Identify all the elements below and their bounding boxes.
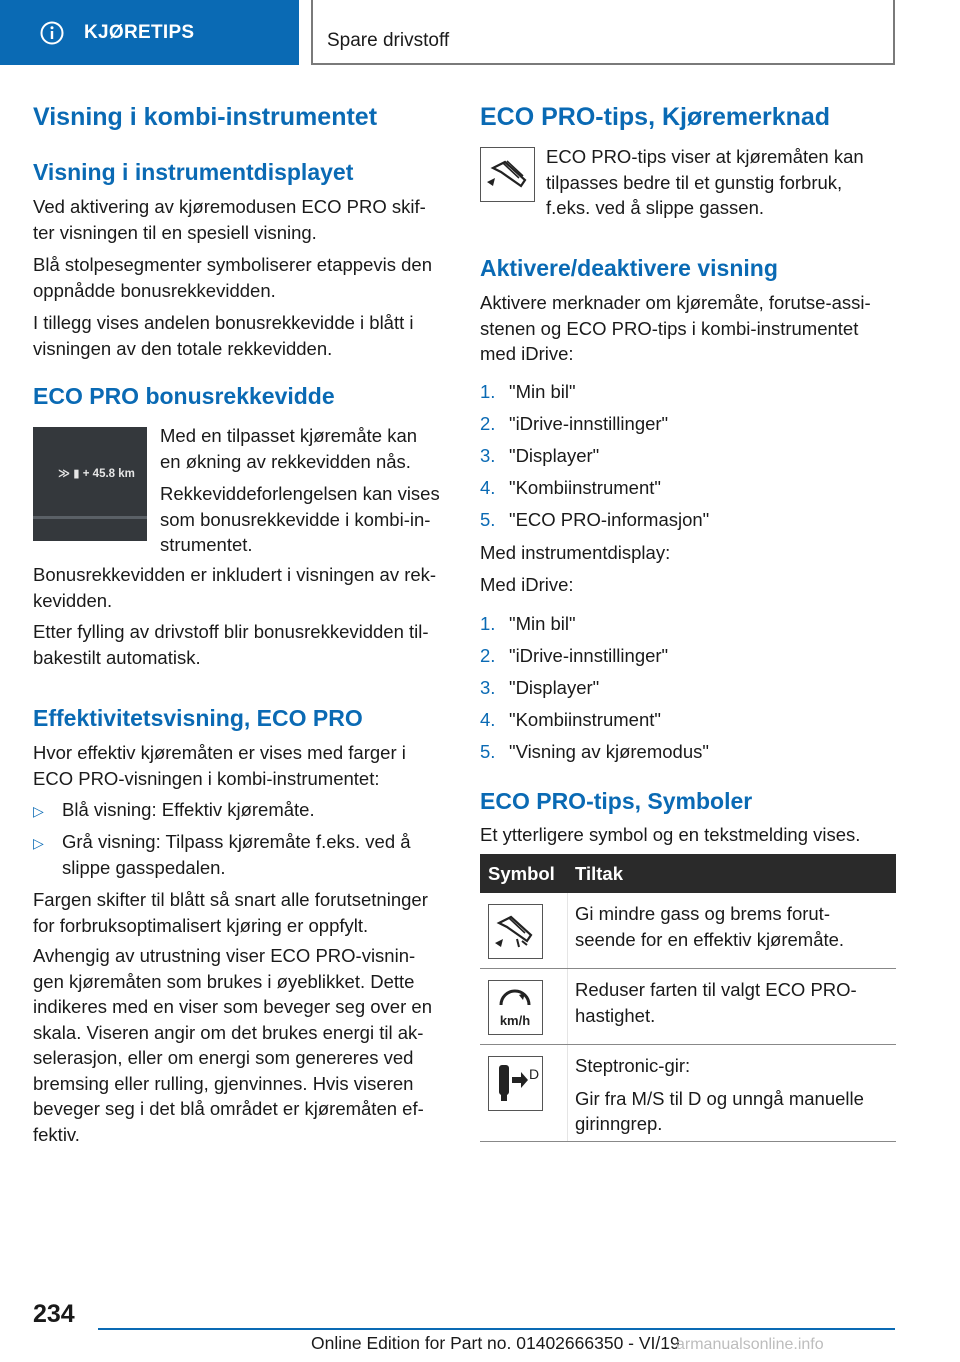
- list-item: 5. "ECO PRO-informasjon": [480, 509, 710, 530]
- list-item: 5. "Visning av kjøremodus": [480, 741, 709, 762]
- table-row: [480, 1045, 896, 1142]
- watermark: armanualsonline.info: [676, 1336, 824, 1353]
- footer-rule: [98, 1328, 895, 1330]
- list-item: 1. "Min bil": [480, 381, 576, 402]
- table-header: [480, 854, 896, 893]
- gear-shift-icon: [488, 1056, 543, 1111]
- heading-visning-kombi: Visning i kombi-instrumentet: [33, 103, 378, 131]
- paragraph: Rekkeviddeforlengelsen kan vises som bonusrekkevidde i kombi-in- strumentet.: [160, 483, 440, 555]
- section-tab[interactable]: [0, 0, 299, 65]
- paragraph: Etter fylling av drivstoff blir bonusrekkevidden til- bakestilt automatisk.: [33, 621, 429, 668]
- paragraph: Blå stolpesegmenter symboliserer etappevis den oppnådde bonusrekkevidden.: [33, 254, 432, 301]
- table-row: [480, 893, 896, 969]
- list-item: 2. "iDrive-innstillinger": [480, 413, 669, 434]
- list-item: 3. "Displayer": [480, 677, 600, 698]
- svg-text:D: D: [528, 1066, 540, 1082]
- numbered-list: [480, 379, 896, 539]
- svg-text:km/h: km/h: [499, 1013, 531, 1028]
- heading-effektivitetsvisning: Effektivitetsvisning, ECO PRO: [33, 705, 363, 731]
- paragraph: Ved aktivering av kjøremodusen ECO PRO skif- ter visningen til en spesiell visning.: [33, 196, 426, 243]
- paragraph: Med instrumentdisplay:: [480, 542, 671, 563]
- brake-foot-icon: [488, 904, 543, 959]
- table-row: [480, 969, 896, 1045]
- paragraph: ECO PRO-tips viser at kjøremåten kan tilpasses bedre til et gunstig forbruk, f.eks. ved å slippe gassen.: [546, 146, 864, 218]
- triangle-bullet-icon: ▷: [33, 803, 44, 819]
- eco-range-readout: ≫ ▮ + 45.8 km: [58, 468, 135, 480]
- heading-instrumentdisplay: Visning i instrumentdisplayet: [33, 159, 354, 185]
- list-item: 1. "Min bil": [480, 613, 576, 634]
- paragraph: Fargen skifter til blått så snart alle forutsetninger for forbruksoptimalisert kjøring er oppfylt.: [33, 889, 428, 936]
- eco-pro-display-image: [33, 427, 147, 541]
- eco-tips-foot-icon: [480, 147, 535, 202]
- section-label: KJØRETIPS: [84, 21, 195, 43]
- list-item: 4. "Kombiinstrument": [480, 709, 661, 730]
- table-cell: Gi mindre gass og brems forut- seende for en effektiv kjøremåte.: [575, 903, 845, 950]
- list-item: 3. "Displayer": [480, 445, 600, 466]
- paragraph: Med iDrive:: [480, 574, 574, 595]
- heading-symboler: ECO PRO-tips, Symboler: [480, 788, 753, 814]
- symbol-table: [480, 854, 896, 1142]
- paragraph: I tillegg vises andelen bonusrekkevidde i blått i visningen av den totale rekkevidden.: [33, 312, 414, 359]
- display-divider: [33, 516, 147, 519]
- triangle-bullet-icon: ▷: [33, 835, 44, 851]
- numbered-list: [480, 611, 896, 771]
- paragraph: Avhengig av utrustning viser ECO PRO-visnin- gen kjøremåten som brukes i øyeblikket. Dette indikeres med en viser som beveger seg over en skala. Viseren angir om det brukes energi til ak- selerasjon, eller om energi som genereres ved bremsing eller rulling, gjenvinnes. Hvis viseren beveger seg i det blå området er kjøremåten ef- fektiv.: [33, 945, 432, 1145]
- heading-aktivere: Aktivere/deaktivere visning: [480, 255, 778, 281]
- chapter-title: Spare drivstoff: [327, 30, 450, 51]
- footer-edition: Online Edition for Part no. 01402666350 - VI/19: [311, 1333, 680, 1353]
- heading-eco-pro-tips: ECO PRO-tips, Kjøremerknad: [480, 103, 831, 131]
- speedometer-icon: [488, 980, 543, 1035]
- list-item: 4. "Kombiinstrument": [480, 477, 661, 498]
- chapter-header: [311, 0, 895, 65]
- paragraph: Et ytterligere symbol og en tekstmelding vises.: [480, 824, 861, 845]
- column-header-tiltak: Tiltak: [575, 863, 623, 884]
- table-cell: Reduser farten til valgt ECO PRO- hastighet.: [575, 979, 857, 1026]
- paragraph: Aktivere merknader om kjøremåte, forutse-assi- stenen og ECO PRO-tips i kombi-instrumentet med iDrive:: [480, 292, 871, 364]
- paragraph: Hvor effektiv kjøremåten er vises med farger i ECO PRO-visningen i kombi-instrumentet:: [33, 742, 406, 789]
- heading-bonusrekkevidde: ECO PRO bonusrekkevidde: [33, 383, 335, 409]
- column-header-symbol: Symbol: [488, 863, 555, 884]
- table-cell: Steptronic-gir: Gir fra M/S til D og unngå manuelle girinngrep.: [575, 1055, 864, 1134]
- paragraph: Med en tilpasset kjøremåte kan en økning av rekkevidden nås.: [160, 425, 418, 472]
- info-icon: [40, 21, 64, 45]
- paragraph: Bonusrekkevidden er inkludert i visningen av rek- kevidden.: [33, 564, 437, 611]
- page-number: 234: [33, 1300, 75, 1328]
- list-item: 2. "iDrive-innstillinger": [480, 645, 669, 666]
